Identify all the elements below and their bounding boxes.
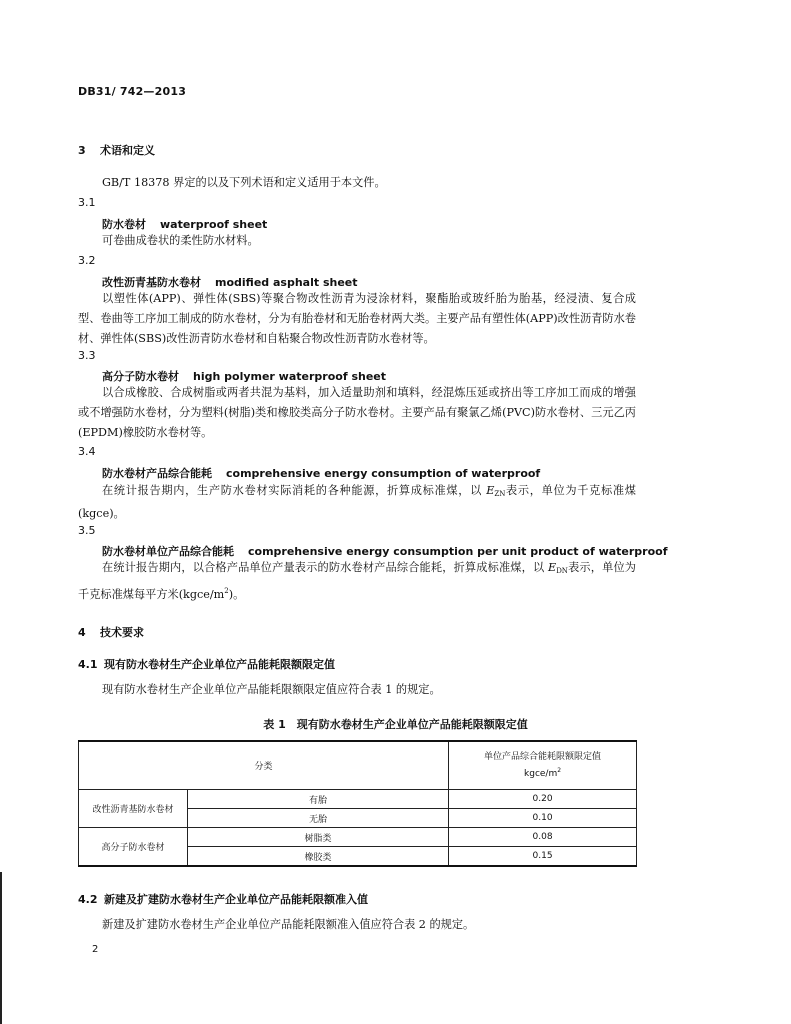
- term-definition: [78, 558, 636, 605]
- value-cell: 0.20: [449, 790, 637, 809]
- header-value-label: 单位产品综合能耗限额限定值: [484, 752, 602, 762]
- symbol-subscript: ZN: [494, 490, 506, 498]
- section-title: 技术要求: [100, 626, 144, 639]
- definition-text: 在统计报告期内，生产防水卷材实际消耗的各种能源，折算成标准煤，以: [102, 484, 487, 497]
- header-value-unit-line: [449, 764, 636, 781]
- subsection-4-2-text: 新建及扩建防水卷材生产企业单位产品能耗限额准入值应符合表 2 的规定。: [102, 918, 475, 931]
- term-zh: 防水卷材产品综合能耗: [102, 467, 212, 480]
- term-definition: [78, 481, 636, 524]
- header-category-cell: 分类: [79, 741, 449, 790]
- section-title: 术语和定义: [100, 144, 155, 157]
- term-number: 3.1: [78, 196, 96, 209]
- term-en: modified asphalt sheet: [215, 276, 358, 289]
- header-value-unit-sup: 2: [557, 767, 562, 774]
- term-definition: 以合成橡胶、合成树脂或两者共混为基料，加入适量助剂和填料，经混炼压延或挤出等工序加工而成的增强或不增强防水卷材，分为塑料(树脂)类和橡胶类高分子防水卷材。主要产品有聚氯乙烯(PVC)防水卷材、三元乙丙(EPDM)橡胶防水卷材等。: [78, 386, 636, 439]
- term-number: 3.5: [78, 524, 96, 537]
- header-value-unit: kgce/m: [524, 769, 558, 779]
- subsection-title: 新建及扩建防水卷材生产企业单位产品能耗限额准入值: [104, 893, 368, 906]
- scan-edge-bar: [0, 872, 2, 1024]
- term-en: comprehensive energy consumption per unit product of waterproof: [248, 545, 668, 558]
- definition-text: 表示，单位为千克标准煤 (kgce)。: [78, 484, 636, 520]
- section-number: 4: [78, 626, 86, 639]
- header-value-cell: [449, 741, 637, 790]
- section-3-intro: GB/T 18378 界定的以及下列术语和定义适用于本文件。: [102, 176, 386, 189]
- term-definition: 可卷曲成卷状的柔性防水材料。: [102, 234, 259, 247]
- subtype-cell: 树脂类: [188, 828, 449, 847]
- subtype-cell: 有胎: [188, 790, 449, 809]
- table-row: [79, 790, 637, 809]
- table-header-row: [79, 741, 637, 790]
- value-cell: 0.08: [449, 828, 637, 847]
- term-number: 3.3: [78, 349, 96, 362]
- subsection-title: 现有防水卷材生产企业单位产品能耗限额限定值: [104, 658, 335, 671]
- term-zh: 防水卷材单位产品综合能耗: [102, 545, 234, 558]
- section-4-heading: [78, 624, 144, 640]
- section-3-heading: [78, 142, 155, 158]
- term-heading: [102, 543, 668, 559]
- term-definition: 以塑性体(APP)、弹性体(SBS)等聚合物改性沥青为浸涂材料，聚酯胎或玻纤胎为胎基，经浸渍、复合成型、卷曲等工序加工制成的防水卷材，分为有胎卷材和无胎卷材两大类。主要产品有塑性体(APP)改性沥青防水卷材、弹性体(SBS)改性沥青防水卷材和自粘聚合物改性沥青防水卷材等。: [78, 292, 636, 345]
- definition-text: )。: [228, 588, 245, 601]
- term-zh: 改性沥青基防水卷材: [102, 276, 201, 289]
- definition-text: 在统计报告期内，以合格产品单位产量表示的防水卷材产品综合能耗，折算成标准煤，以: [102, 561, 549, 574]
- symbol: E: [486, 484, 495, 497]
- subsection-4-2-heading: [78, 891, 368, 907]
- subsection-number: 4.2: [78, 893, 98, 906]
- group-cell: 改性沥青基防水卷材: [79, 790, 188, 828]
- term-heading: [102, 465, 540, 481]
- section-number: 3: [78, 144, 86, 157]
- term-zh: 高分子防水卷材: [102, 370, 179, 383]
- table-1-title: 表 1 现有防水卷材生产企业单位产品能耗限额限定值: [263, 718, 528, 731]
- standard-code-header: DB31/ 742—2013: [78, 85, 187, 98]
- group-cell: 高分子防水卷材: [79, 828, 188, 867]
- symbol: E: [548, 561, 557, 574]
- term-heading: [102, 274, 358, 290]
- unit-superscript: 2: [224, 587, 229, 595]
- term-en: comprehensive energy consumption of waterproof: [226, 467, 541, 480]
- page-number: 2: [92, 944, 99, 955]
- subtype-cell: 橡胶类: [188, 847, 449, 867]
- table-row: [79, 828, 637, 847]
- value-cell: 0.10: [449, 809, 637, 828]
- term-en: high polymer waterproof sheet: [193, 370, 386, 383]
- subtype-cell: 无胎: [188, 809, 449, 828]
- table-1: [78, 740, 637, 867]
- term-en: waterproof sheet: [160, 218, 268, 231]
- term-number: 3.2: [78, 254, 96, 267]
- subsection-number: 4.1: [78, 658, 98, 671]
- term-heading: [102, 216, 267, 232]
- subsection-4-1-text: 现有防水卷材生产企业单位产品能耗限额限定值应符合表 1 的规定。: [102, 683, 441, 696]
- value-cell: 0.15: [449, 847, 637, 867]
- term-heading: [102, 368, 386, 384]
- subsection-4-1-heading: [78, 656, 335, 672]
- definition-text: 表示，单位为千克标准煤每平方米(kgce/m: [78, 561, 636, 601]
- term-zh: 防水卷材: [102, 218, 146, 231]
- term-number: 3.4: [78, 445, 96, 458]
- symbol-subscript: DN: [556, 567, 568, 575]
